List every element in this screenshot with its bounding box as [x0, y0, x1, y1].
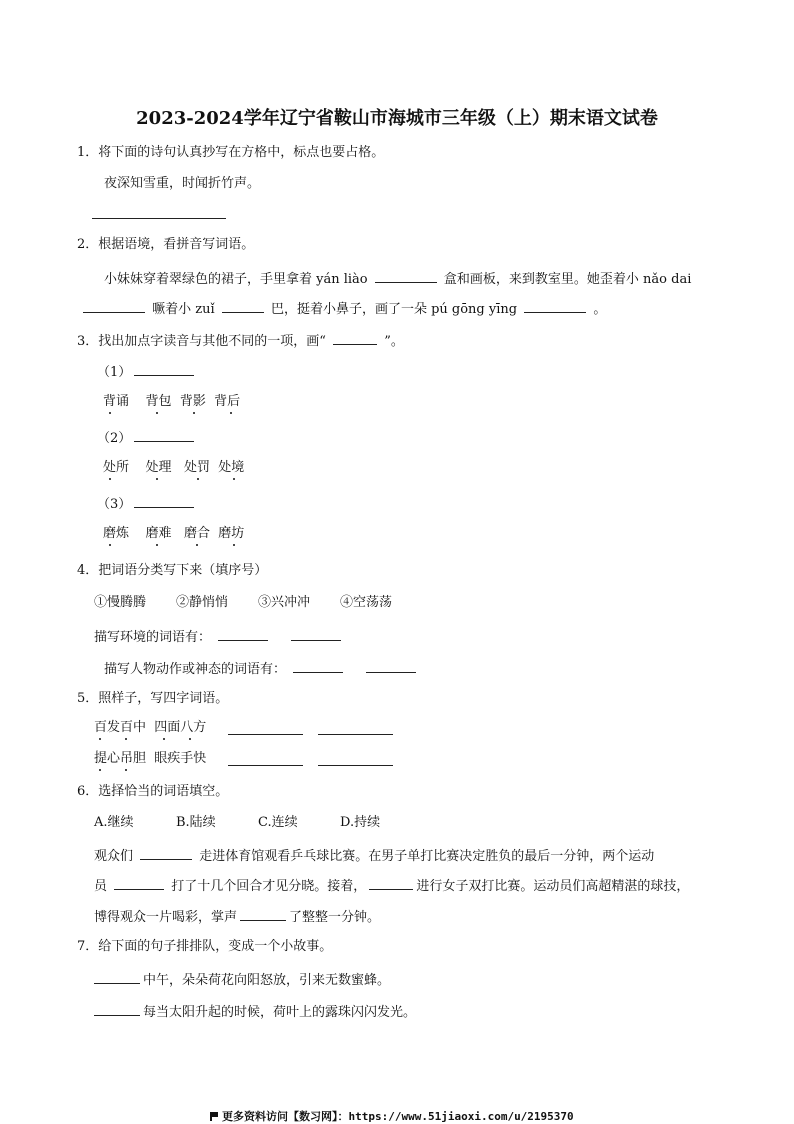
emphasis-dot — [230, 412, 232, 414]
question-2-line-2-end: 。 — [593, 302, 607, 317]
page-title: 2023-2024学年辽宁省鞍山市海城市三年级（上）期末语文试卷 — [136, 108, 658, 129]
example-word: 提心吊胆 — [94, 751, 147, 766]
answer-blank-q5-1[interactable] — [228, 734, 303, 735]
footer-text: 更多资料访问【数习网】：https://www.51jiaoxi.com/u/2195370 — [222, 1110, 574, 1123]
question-7-sentence: 每当太阳升起的时候，荷叶上的露珠闪闪发光。 — [143, 1005, 417, 1020]
question-4-option-1: ①慢腾腾 — [94, 595, 147, 610]
question-6-line-1-b: 走进体育馆观看乒乓球比赛。在男子单打比赛决定胜负的最后一分钟，两个运动 — [199, 849, 655, 864]
question-3-group-1-answer[interactable] — [134, 363, 194, 376]
question-2-line-2-b: 巴，挺着小鼻子，画了一朵 pú gōng yīng — [270, 302, 518, 317]
question-6-option-b: B.陆续 — [176, 815, 216, 830]
question-5-row-1 — [94, 720, 206, 736]
question-6-line-2 — [94, 877, 689, 895]
emphasis-dot — [156, 412, 158, 414]
word: 磨炼 — [103, 526, 130, 541]
question-2-line-1-a: 小妹妹穿着翠绿色的裙子，手里拿着 yán liào — [104, 272, 368, 287]
question-3-prompt — [77, 332, 404, 350]
question-6-prompt: 6．选择恰当的词语填空。 — [77, 784, 229, 799]
answer-blank-yanliao[interactable] — [375, 270, 437, 283]
question-3-group-3-answer[interactable] — [134, 495, 194, 508]
question-7-prompt: 7．给下面的句子排排队，变成一个小故事。 — [77, 939, 333, 954]
question-3-prompt-end: ”。 — [384, 334, 404, 349]
question-6-line-1-a: 观众们 — [94, 849, 134, 864]
question-6-line-3-a: 博得观众一片喝彩，掌声 — [94, 910, 238, 925]
question-6-line-2-a: 员 — [94, 879, 108, 894]
group-label: （2） — [97, 431, 132, 446]
question-6-line-3-b: 了整整一分钟。 — [289, 910, 381, 925]
question-4-prompt: 4．把词语分类写下来（填序号） — [77, 563, 268, 578]
emphasis-dot — [109, 544, 111, 546]
question-3-prompt-text: 3．找出加点字读音与其他不同的一项，画“ — [77, 334, 326, 349]
question-7-line-2 — [94, 1003, 416, 1021]
emphasis-dot — [109, 412, 111, 414]
question-5-row-2 — [94, 751, 206, 767]
question-6-option-a: A.继续 — [94, 815, 134, 830]
question-3-group-3-label — [97, 495, 197, 513]
emphasis-dot — [233, 478, 235, 480]
question-4-person-label: 描写人物动作或神态的词语有： — [104, 662, 287, 677]
question-4-option-3: ③兴冲冲 — [258, 595, 311, 610]
example-word: 四面八方 — [154, 720, 207, 735]
answer-blank-naodai[interactable] — [83, 300, 145, 313]
answer-blank-q7-2[interactable] — [94, 1003, 140, 1016]
question-6-option-c: C.连续 — [258, 815, 298, 830]
question-2-line-2-a: 噘着小 zuǐ — [152, 302, 215, 317]
word: 处所 — [103, 460, 130, 475]
answer-blank-env-2[interactable] — [291, 628, 341, 641]
flag-icon — [210, 1112, 218, 1121]
answer-blank-pugongying[interactable] — [524, 300, 586, 313]
group-label: （1） — [97, 365, 132, 380]
answer-blank-person-1[interactable] — [293, 660, 343, 673]
question-3-group-1-words — [103, 394, 240, 410]
question-3-group-2-answer[interactable] — [134, 429, 194, 442]
question-3-group-3-words — [103, 526, 244, 542]
question-6-line-3 — [94, 908, 380, 926]
answer-blank-q6-3[interactable] — [369, 877, 413, 890]
question-1-prompt: 1．将下面的诗句认真抄写在方格中，标点也要占格。 — [77, 145, 385, 160]
question-6-option-d: D.持续 — [340, 815, 381, 830]
answer-blank-q6-4[interactable] — [240, 908, 286, 921]
emphasis-dot — [125, 738, 127, 740]
question-4-person-line — [104, 660, 419, 678]
answer-blank-q7-1[interactable] — [94, 971, 140, 984]
answer-blank-q5-3[interactable] — [228, 765, 303, 766]
question-2-line-2 — [80, 300, 606, 318]
emphasis-dot — [99, 769, 101, 771]
answer-blank-env-1[interactable] — [218, 628, 268, 641]
question-6-line-1 — [94, 847, 654, 865]
question-3-mark-sample — [333, 332, 377, 345]
emphasis-dot — [193, 412, 195, 414]
emphasis-dot — [163, 738, 165, 740]
answer-blank-q6-1[interactable] — [140, 847, 192, 860]
footer-link[interactable] — [210, 1108, 574, 1124]
example-word: 眼疾手快 — [154, 751, 207, 766]
word: 背诵 — [103, 394, 130, 409]
answer-blank-q5-4[interactable] — [318, 765, 393, 766]
question-2-line-1-b: 盒和画板，来到教室里。她歪着小 nǎo dai — [443, 272, 692, 287]
question-6-line-2-c: 进行女子双打比赛。运动员们高超精湛的球技， — [416, 879, 690, 894]
emphasis-dot — [189, 738, 191, 740]
answer-blank-q6-2[interactable] — [114, 877, 164, 890]
example-word: 百发百中 — [94, 720, 147, 735]
answer-blank-person-2[interactable] — [366, 660, 416, 673]
emphasis-dot — [156, 478, 158, 480]
word: 背影 — [179, 394, 206, 409]
question-2-line-1 — [104, 270, 691, 288]
word: 处境 — [218, 460, 245, 475]
question-4-option-2: ②静悄悄 — [176, 595, 229, 610]
word: 磨难 — [145, 526, 172, 541]
question-4-env-label: 描写环境的词语有： — [94, 630, 212, 645]
emphasis-dot — [197, 478, 199, 480]
emphasis-dot — [196, 544, 198, 546]
word: 背包 — [145, 394, 172, 409]
question-7-line-1 — [94, 971, 390, 989]
question-6-line-2-b: 打了十几个回合才见分晓。接着， — [171, 879, 367, 894]
question-1-poem: 夜深知雪重，时闻折竹声。 — [104, 176, 261, 191]
question-1-answer-line[interactable] — [92, 218, 226, 219]
question-4-env-line — [94, 628, 344, 646]
question-7-sentence: 中午，朵朵荷花向阳怒放，引来无数蜜蜂。 — [143, 973, 391, 988]
emphasis-dot — [125, 769, 127, 771]
question-3-group-2-words — [103, 460, 244, 476]
answer-blank-q5-2[interactable] — [318, 734, 393, 735]
question-3-group-2-label — [97, 429, 197, 447]
word: 处理 — [145, 460, 172, 475]
question-5-prompt: 5．照样子，写四字词语。 — [77, 691, 229, 706]
emphasis-dot — [99, 738, 101, 740]
question-3-group-1-label — [97, 363, 197, 381]
word: 磨坊 — [218, 526, 245, 541]
emphasis-dot — [156, 544, 158, 546]
group-label: （3） — [97, 497, 132, 512]
word: 磨合 — [183, 526, 210, 541]
question-2-prompt: 2．根据语境，看拼音写词语。 — [77, 237, 255, 252]
emphasis-dot — [233, 544, 235, 546]
word: 背后 — [214, 394, 241, 409]
word: 处罚 — [183, 460, 210, 475]
question-4-option-4: ④空荡荡 — [340, 595, 393, 610]
answer-blank-zui[interactable] — [222, 300, 264, 313]
emphasis-dot — [109, 478, 111, 480]
